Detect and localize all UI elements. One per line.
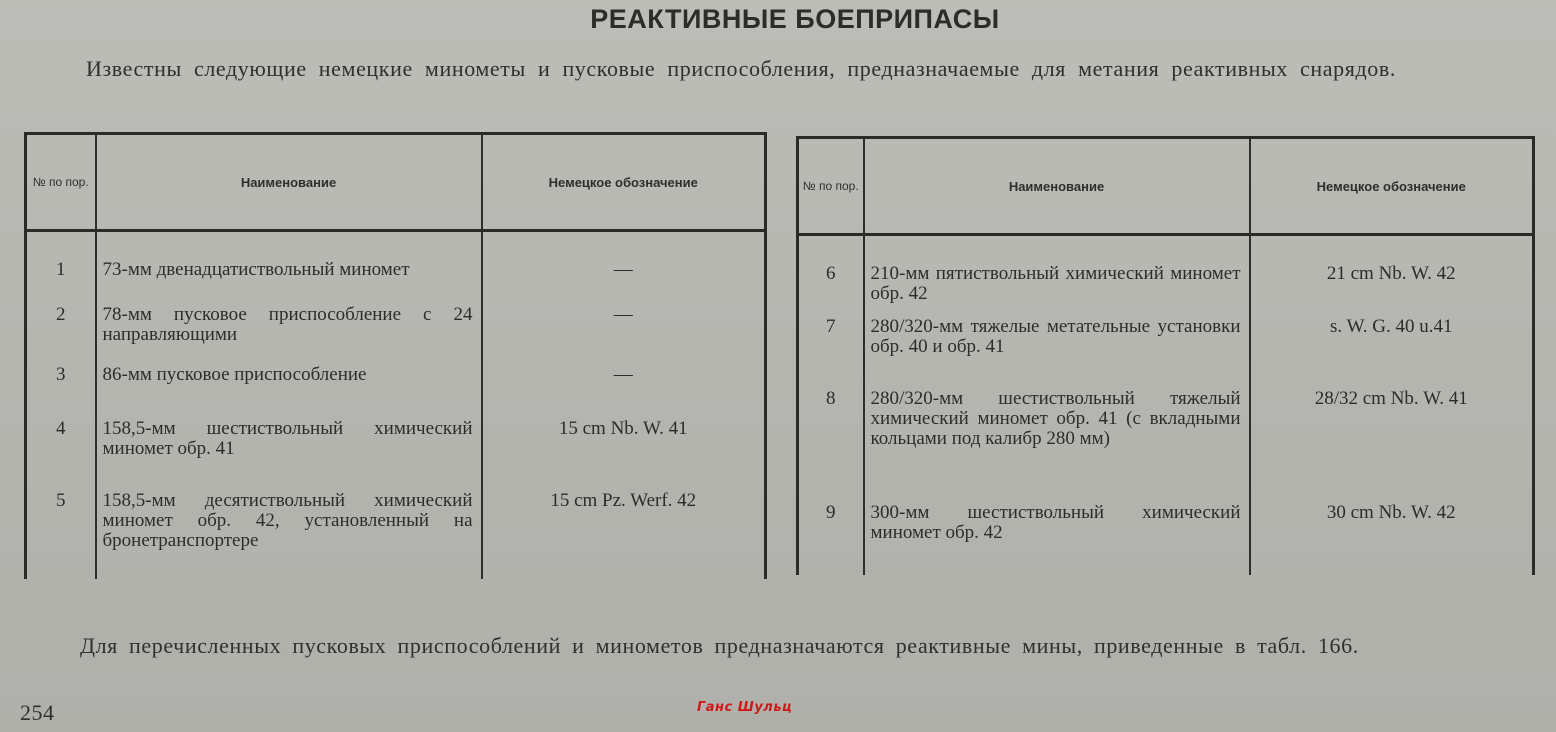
row-designation: — <box>482 359 766 411</box>
row-designation: — <box>482 231 766 287</box>
row-designation: 15 cm Nb. W. 41 <box>482 411 766 483</box>
row-num: 9 <box>798 497 864 575</box>
row-designation: 28/32 cm Nb. W. 41 <box>1250 383 1534 497</box>
row-name: 280/320-мм тяжелые метательные установки обр. 40 и обр. 41 <box>864 311 1250 383</box>
table-row <box>26 411 766 483</box>
row-num: 8 <box>798 383 864 497</box>
row-name: 300-мм шестиствольный химический миномет обр. 42 <box>864 497 1250 575</box>
intro-paragraph: Известны следующие немецкие минометы и пусковые приспособления, предназначаемые для метания реактивных снарядов. <box>86 56 1396 81</box>
table-row <box>798 497 1534 575</box>
row-num: 6 <box>798 235 864 311</box>
row-designation: 30 cm Nb. W. 42 <box>1250 497 1534 575</box>
table-row <box>26 359 766 411</box>
left-table <box>24 132 767 579</box>
row-designation: 21 cm Nb. W. 42 <box>1250 235 1534 311</box>
row-designation: s. W. G. 40 u.41 <box>1250 311 1534 383</box>
row-name: 158,5-мм шестиствольный химический миномет обр. 41 <box>96 411 482 483</box>
table-header-row <box>798 138 1534 235</box>
row-name: 73-мм двенадцатиствольный миномет <box>96 231 482 287</box>
header-name: Наименование <box>96 134 482 231</box>
header-num: № по пор. <box>26 134 96 231</box>
row-name: 86-мм пусковое приспособление <box>96 359 482 411</box>
table-header-row <box>26 134 766 231</box>
row-num: 7 <box>798 311 864 383</box>
header-designation: Немецкое обозначение <box>482 134 766 231</box>
header-num: № по пор. <box>798 138 864 235</box>
right-table <box>796 136 1535 575</box>
table-row <box>26 231 766 287</box>
row-num: 4 <box>26 411 96 483</box>
row-num: 5 <box>26 483 96 579</box>
row-name: 158,5-мм десятиствольный химический миномет обр. 42, установленный на бронетранспортере <box>96 483 482 579</box>
header-designation: Немецкое обозначение <box>1250 138 1534 235</box>
page-number: 254 <box>20 700 55 725</box>
closing-paragraph: Для перечисленных пусковых приспособлений и минометов предназначаются реактивные мины, приведенные в табл. 166. <box>80 633 1359 658</box>
header-name: Наименование <box>864 138 1250 235</box>
table-row <box>26 287 766 359</box>
table-row <box>798 383 1534 497</box>
page-title: РЕАКТИВНЫЕ БОЕПРИПАСЫ <box>590 4 1000 34</box>
row-name: 280/320-мм шестиствольный тяжелый химический миномет обр. 41 (с вкладными кольцами под калибр 280 мм) <box>864 383 1250 497</box>
table-row <box>798 235 1534 311</box>
table-row <box>26 483 766 579</box>
row-num: 2 <box>26 287 96 359</box>
table-row <box>798 311 1534 383</box>
row-name: 210-мм пятиствольный химический миномет обр. 42 <box>864 235 1250 311</box>
row-designation: 15 cm Pz. Werf. 42 <box>482 483 766 579</box>
row-num: 1 <box>26 231 96 287</box>
signature-stamp: Ганс Шульц <box>697 700 793 715</box>
row-designation: — <box>482 287 766 359</box>
row-name: 78-мм пусковое приспособление с 24 направляющими <box>96 287 482 359</box>
row-num: 3 <box>26 359 96 411</box>
